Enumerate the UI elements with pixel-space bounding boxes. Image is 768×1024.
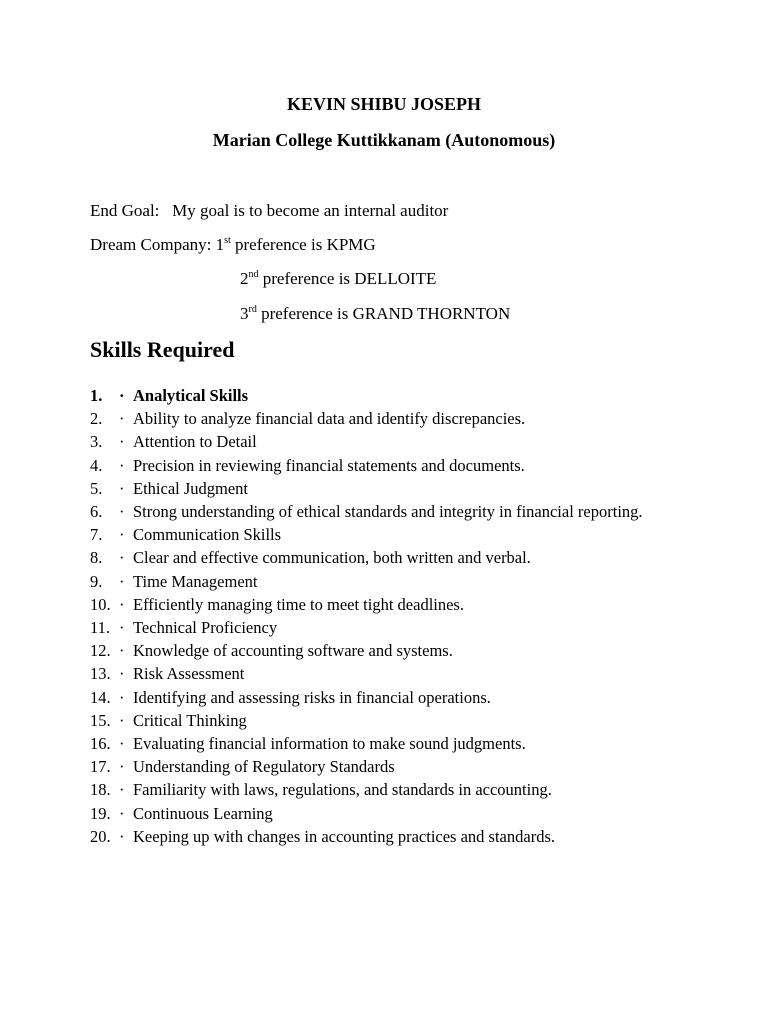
skill-number: 3.	[90, 432, 103, 452]
skill-text: Keeping up with changes in accounting practices and standards.	[133, 826, 555, 846]
skill-list-item	[90, 454, 690, 477]
skill-number: 12.	[90, 641, 111, 661]
bullet-icon: ·	[119, 502, 125, 522]
skill-list-item	[90, 407, 690, 430]
skill-number: 17.	[90, 757, 111, 777]
bullet-icon: ·	[119, 571, 125, 591]
skill-text: Strong understanding of ethical standards and integrity in financial reporting.	[133, 502, 643, 522]
skill-text: Continuous Learning	[133, 803, 273, 823]
skill-text: Technical Proficiency	[133, 618, 278, 638]
skill-number: 10.	[90, 594, 111, 614]
skill-list-item	[90, 802, 690, 825]
bullet-icon: ·	[119, 548, 125, 568]
skill-text: Attention to Detail	[133, 432, 257, 452]
preference-text: preference is GRAND THORNTON	[261, 304, 511, 323]
skill-list-item	[90, 523, 690, 546]
bullet-icon: ·	[119, 594, 125, 614]
skill-number: 18.	[90, 780, 111, 800]
end-goal-label: End Goal:	[90, 201, 160, 220]
bullet-icon: ·	[119, 710, 125, 730]
skill-list-item	[90, 686, 690, 709]
skill-number: 9.	[90, 571, 103, 591]
skill-list-item	[90, 662, 690, 685]
bullet-icon: ·	[119, 687, 125, 707]
skill-text: Evaluating financial information to make sound judgments.	[133, 734, 526, 754]
skill-list-item	[90, 430, 690, 453]
skill-text: Risk Assessment	[133, 664, 245, 684]
preference-number: 3	[240, 304, 249, 323]
college-name: Marian College Kuttikkanam (Autonomous)	[212, 130, 556, 150]
end-goal-text: My goal is to become an internal auditor	[172, 201, 449, 220]
skill-number: 5.	[90, 478, 103, 498]
skill-number: 14.	[90, 687, 111, 707]
skill-list-item	[90, 593, 690, 616]
skill-text: Understanding of Regulatory Standards	[133, 757, 395, 777]
skill-number: 1.	[90, 386, 103, 405]
skill-number: 15.	[90, 710, 111, 730]
skill-number: 16.	[90, 734, 111, 754]
skill-list-item	[90, 732, 690, 755]
preference-number: 1	[215, 235, 225, 254]
bullet-icon: ·	[119, 757, 125, 777]
skill-number: 2.	[90, 409, 103, 429]
dream-company-line	[90, 235, 376, 255]
bullet-icon: ·	[119, 386, 125, 405]
bullet-icon: ·	[119, 780, 125, 800]
skill-text: Knowledge of accounting software and systems.	[133, 641, 453, 661]
skill-list-item	[90, 384, 690, 407]
skill-number: 20.	[90, 826, 111, 846]
skill-list-item	[90, 546, 690, 569]
student-name: KEVIN SHIBU JOSEPH	[286, 94, 482, 114]
bullet-icon: ·	[119, 409, 125, 429]
skill-text: Critical Thinking	[133, 710, 247, 730]
bullet-icon: ·	[119, 734, 125, 754]
skill-text: Familiarity with laws, regulations, and standards in accounting.	[133, 780, 552, 800]
skill-list-item	[90, 825, 690, 848]
skill-list-item	[90, 477, 690, 500]
skill-text: Ability to analyze financial data and identify discrepancies.	[133, 409, 526, 429]
bullet-icon: ·	[119, 455, 125, 475]
skills-list	[90, 384, 690, 848]
skill-list-item	[90, 500, 690, 523]
skill-list-item	[90, 616, 690, 639]
skill-number: 19.	[90, 803, 111, 823]
dream-company-label: Dream Company:	[90, 235, 212, 254]
preference-suffix: rd	[248, 304, 257, 315]
preference-text: preference is DELLOITE	[262, 269, 437, 288]
bullet-icon: ·	[119, 641, 125, 661]
bullet-icon: ·	[119, 432, 125, 452]
preference-line-3	[240, 304, 510, 324]
bullet-icon: ·	[119, 664, 125, 684]
skill-text: Communication Skills	[133, 525, 282, 545]
skill-number: 4.	[90, 455, 103, 475]
end-goal-line	[90, 201, 448, 221]
skill-number: 13.	[90, 664, 111, 684]
skills-heading: Skills Required	[90, 337, 235, 362]
skill-text: Ethical Judgment	[133, 478, 249, 498]
skill-text: Analytical Skills	[133, 386, 249, 405]
skill-text: Clear and effective communication, both written and verbal.	[133, 548, 531, 568]
preference-number: 2	[240, 269, 249, 288]
preference-suffix: st	[224, 235, 231, 246]
skill-list-item	[90, 639, 690, 662]
skill-text: Time Management	[133, 571, 258, 591]
skill-list-item	[90, 570, 690, 593]
bullet-icon: ·	[119, 478, 125, 498]
bullet-icon: ·	[119, 525, 125, 545]
skill-number: 11.	[90, 618, 111, 638]
bullet-icon: ·	[119, 826, 125, 846]
skill-list-item	[90, 755, 690, 778]
bullet-icon: ·	[119, 618, 125, 638]
skill-number: 7.	[90, 525, 103, 545]
preference-suffix: nd	[248, 269, 259, 280]
skill-number: 8.	[90, 548, 103, 568]
skill-number: 6.	[90, 502, 103, 522]
skill-text: Efficiently managing time to meet tight deadlines.	[133, 594, 464, 614]
skill-text: Precision in reviewing financial statements and documents.	[133, 455, 525, 475]
preference-text: preference is KPMG	[235, 235, 376, 254]
preference-line-2	[240, 269, 436, 289]
skill-text: Identifying and assessing risks in financial operations.	[133, 687, 491, 707]
skill-list-item	[90, 778, 690, 801]
bullet-icon: ·	[119, 803, 125, 823]
skill-list-item	[90, 709, 690, 732]
